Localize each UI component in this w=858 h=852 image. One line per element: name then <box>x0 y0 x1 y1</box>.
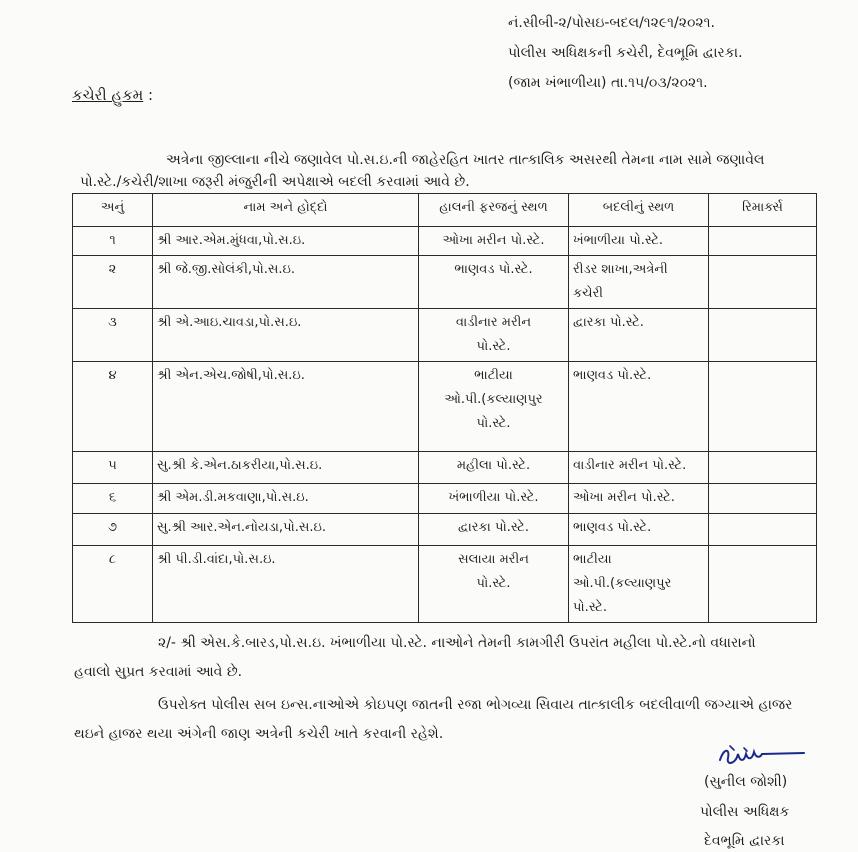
header-remarks: રિમાર્ક્સ <box>709 194 817 227</box>
table-row <box>73 546 817 623</box>
cell-name-designation: સુ.શ્રી કે.એન.ઠાકરીયા,પો.સ.ઇ. <box>153 452 419 484</box>
cell-name-designation: શ્રી એમ.ડી.મકવાણા,પો.સ.ઇ. <box>153 484 419 514</box>
paragraph1-line2: પો.સ્ટે./કચેરી/શાખા જરૂરી મંજુરીની અપેક્ષાએ બદલી કરવામાં આવે છે. <box>80 174 470 190</box>
cell-transfer-post: વાડીનાર મરીન પો.સ્ટે. <box>569 452 709 484</box>
paragraph3-line1: ઉપરોક્ત પોલીસ સબ ઇન્સ.નાઓએ કોઇપણ જાતની રજા ભોગવ્યા સિવાય તાત્કાલીક બદલીવાળી જગ્યાએ હાજર <box>158 697 793 713</box>
table-row <box>73 256 817 309</box>
cell-remarks <box>709 309 817 362</box>
table-row <box>73 484 817 514</box>
cell-remarks <box>709 452 817 484</box>
cell-name-designation: શ્રી પી.ડી.વાંદા,પો.સ.ઇ. <box>153 546 419 623</box>
cell-serial: ૧ <box>73 227 153 256</box>
table-row <box>73 309 817 362</box>
cell-name-designation: શ્રી એ.આઇ.ચાવડા,પો.સ.ઇ. <box>153 309 419 362</box>
table-body <box>73 227 817 623</box>
signatory-place: દેવભૂમિ દ્વારકા <box>704 833 785 849</box>
signatory-title: પોલીસ અધિક્ષક <box>700 804 790 820</box>
cell-remarks <box>709 256 817 309</box>
paragraph2-line1: ૨/- શ્રી એસ.કે.બારડ,પો.સ.ઇ. ખંભાળીયા પો.સ્ટે. નાઓને તેમની કામગીરી ઉપરાંત મહીલા પો.સ્ટે.નો વધારાનો <box>158 635 756 651</box>
cell-transfer-post: ભાણવડ પો.સ્ટે. <box>569 362 709 452</box>
cell-current-post: ભાણવડ પો.સ્ટે. <box>419 256 569 309</box>
cell-name-designation: સુ.શ્રી આર.એન.નોયડા,પો.સ.ઇ. <box>153 514 419 546</box>
paragraph2-line2: હવાલો સુપ્રત કરવામાં આવે છે. <box>74 664 243 680</box>
table-row <box>73 362 817 452</box>
paragraph1-line1: અત્રેના જીલ્લાના નીચે જણાવેલ પો.સ.ઇ.ની જાહેરહિત ખાતર તાત્કાલિક અસરથી તેમના નામ સામે જણાવેલ <box>166 152 765 168</box>
cell-current-post: સલાયા મરીન પો.સ્ટે. <box>419 546 569 623</box>
table-row <box>73 514 817 546</box>
signatory-name: (સુનીલ જોશી) <box>704 774 788 790</box>
cell-serial: ૮ <box>73 546 153 623</box>
cell-current-post: ભાટીયા ઓ.પી.(કલ્યાણપુર પો.સ્ટે. <box>419 362 569 452</box>
cell-serial: ૬ <box>73 484 153 514</box>
cell-current-post: ઓખા મરીન પો.સ્ટે. <box>419 227 569 256</box>
cell-transfer-post: રીડર શાખા,અત્રેની કચેરી <box>569 256 709 309</box>
cell-serial: ૭ <box>73 514 153 546</box>
cell-transfer-post: ખંભાળીયા પો.સ્ટે. <box>569 227 709 256</box>
issuing-office: પોલીસ અધિક્ષકની કચેરી, દેવભૂમિ દ્વારકા. <box>508 45 743 61</box>
header-serial: અનું <box>73 194 153 227</box>
cell-remarks <box>709 484 817 514</box>
header-name-designation: નામ અને હોદ્દો <box>153 194 419 227</box>
table-row <box>73 227 817 256</box>
table-row <box>73 452 817 484</box>
order-title-colon: : <box>143 86 154 104</box>
cell-transfer-post: ભાટીયા ઓ.પી.(કલ્યાણપુર પો.સ્ટે. <box>569 546 709 623</box>
cell-current-post: મહીલા પો.સ્ટે. <box>419 452 569 484</box>
table-header-row <box>73 194 817 227</box>
cell-serial: ૨ <box>73 256 153 309</box>
cell-current-post: વાડીનાર મરીન પો.સ્ટે. <box>419 309 569 362</box>
order-title-text: કચેરી હુકમ <box>72 86 144 104</box>
cell-remarks <box>709 227 817 256</box>
cell-transfer-post: દ્વારકા પો.સ્ટે. <box>569 309 709 362</box>
handwritten-signature <box>716 742 812 772</box>
cell-remarks <box>709 362 817 452</box>
cell-remarks <box>709 546 817 623</box>
cell-name-designation: શ્રી જે.જી.સોલંકી,પો.સ.ઇ. <box>153 256 419 309</box>
cell-transfer-post: ભાણવડ પો.સ્ટે. <box>569 514 709 546</box>
order-title <box>72 86 153 104</box>
cell-serial: ૩ <box>73 309 153 362</box>
cell-transfer-post: ઓખા મરીન પો.સ્ટે. <box>569 484 709 514</box>
reference-number: નં.સીબી-૨/પોસઇ-બદલ/૧૨૯૧/૨૦૨૧. <box>508 15 715 31</box>
paragraph3-line2: થઇને હાજર થયા અંગેની જાણ અત્રેની કચેરી ખાતે કરવાની રહેશે. <box>74 726 444 742</box>
cell-current-post: ખંભાળીયા પો.સ્ટે. <box>419 484 569 514</box>
cell-name-designation: શ્રી આર.એમ.મુંધવા,પો.સ.ઇ. <box>153 227 419 256</box>
cell-remarks <box>709 514 817 546</box>
cell-current-post: દ્વારકા પો.સ્ટે. <box>419 514 569 546</box>
header-current-post: હાલની ફરજનું સ્થળ <box>419 194 569 227</box>
cell-name-designation: શ્રી એન.એચ.જોષી,પો.સ.ઇ. <box>153 362 419 452</box>
cell-serial: ૪ <box>73 362 153 452</box>
header-transfer-post: બદલીનું સ્થળ <box>569 194 709 227</box>
place-and-date: (જામ ખંભાળીયા) તા.૧૫/૦૩/૨૦૨૧. <box>508 75 708 91</box>
transfer-table <box>72 193 817 623</box>
cell-serial: ૫ <box>73 452 153 484</box>
